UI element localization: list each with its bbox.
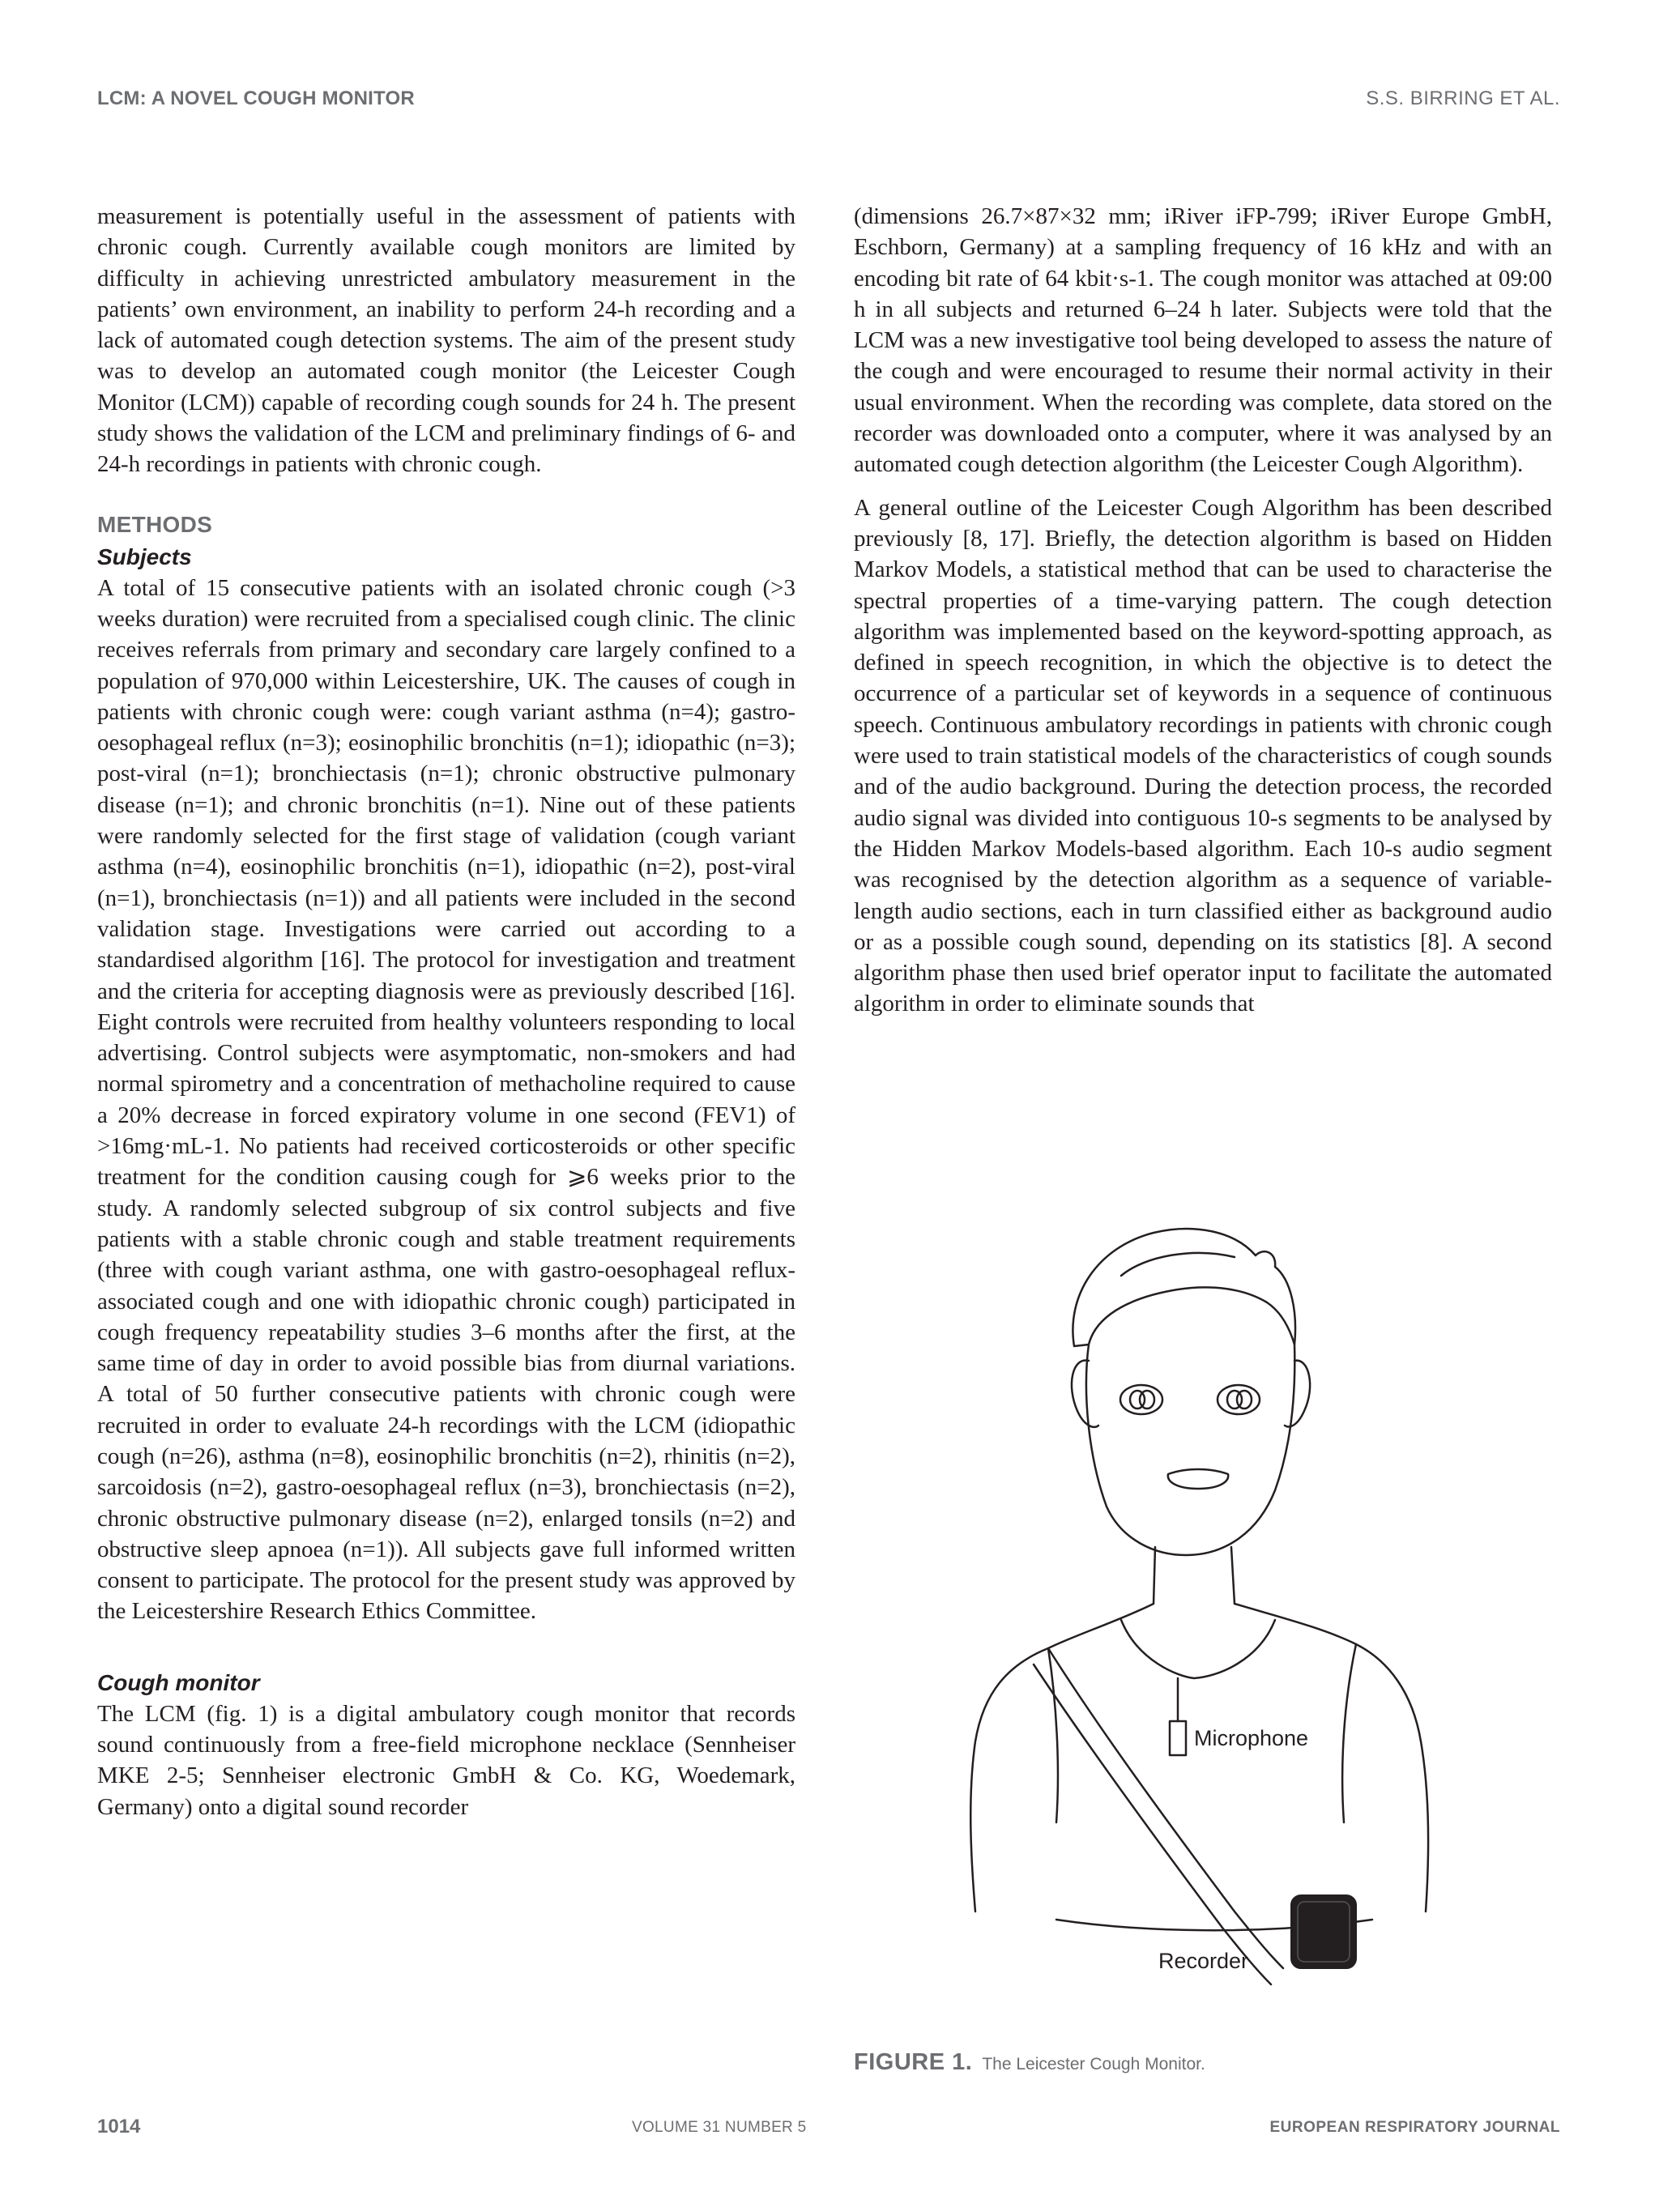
microphone	[1170, 1721, 1186, 1755]
right-column	[854, 201, 1552, 1020]
right-eye	[1218, 1385, 1260, 1414]
figure-caption-text: The Leicester Cough Monitor.	[982, 2055, 1205, 2073]
page-number: 1014	[97, 2116, 141, 2137]
cough-monitor-illustration	[854, 1199, 1552, 2009]
mouth	[1168, 1469, 1228, 1489]
algorithm-paragraph: A general outline of the Leicester Cough Algorithm has been described previously [8, 17]. Briefly, the detection algorithm is based on Hidden Markov Models, a statistical method that can be used to characterise the spectral properties of a time-varying pattern. The cough detection algorithm was implemented based on the keyword-spotting approach, as defined in speech recognition, in which the objective is to detect the occurrence of a particular set of keywords in a sequence of continuous speech. Continuous ambulatory recordings in patients with chronic cough were used to train statistical models of the characteristics of cough sounds and of the audio background. During the detection process, the recorded audio signal was divided into contiguous 10-s segments to be analysed by the Hidden Markov Models-based algorithm. Each 10-s audio segment was recognised by the detection algorithm as a sequence of variable-length audio sections, each in turn classified either as background audio or as a possible cough sound, depending on its statistics [8]. A second algorithm phase then used brief operator input to facilitate the automated algorithm in order to eliminate sounds that	[854, 494, 1552, 1017]
figure-caption-label: FIGURE 1.	[854, 2049, 973, 2075]
cough-monitor-heading: Cough monitor	[97, 1669, 260, 1695]
intro-paragraph: measurement is potentially useful in the assessment of patients with chronic cough. Currently available cough monitors are limited by difficulty in achieving unrestricted ambulatory measurement in the patients’ own environment, an inability to perform 24-h recording and a lack of automated cough detection systems. The aim of the present study was to develop an automated cough monitor (the Leicester Cough Monitor (LCM)) capable of recording cough sounds for 24 h. The present study shows the validation of the LCM and preliminary findings of 6- and 24-h recordings in patients with chronic cough.	[97, 203, 795, 478]
subjects-paragraph: A total of 15 consecutive patients with an isolated chronic cough (>3 weeks duration) were recruited from a specialised cough clinic. The clinic receives referrals from primary and secondary care largely confined to a population of 970,000 within Leicestershire, UK. The causes of cough in patients with chronic cough were: cough variant asthma (n=4); gastro-oesophageal reflux (n=3); eosinophilic bronchitis (n=1); idiopathic (n=3); post-viral (n=1); bronchiectasis (n=1); chronic obstructive pulmonary disease (n=1); and chronic bronchitis (n=1). Nine out of these patients were randomly selected for the first stage of validation (cough variant asthma (n=4), eosinophilic bronchitis (n=1), idiopathic (n=2), post-viral (n=1), bronchiectasis (n=1)) and all patients were included in the second validation stage. Investigations were carried out according to a standardised algorithm [16]. The protocol for investigation and treatment and the criteria for accepting diagnosis were as previously described [16]. Eight controls were recruited from healthy volunteers responding to local advertising. Control subjects were asymptomatic, non-smokers and had normal spirometry and a concentration of methacholine required to cause a 20% decrease in forced expiratory volume in one second (FEV1) of >16mg·mL-1. No patients had received corticosteroids or other specific treatment for the condition causing cough for ⩾6 weeks prior to the study. A randomly selected subgroup of six control subjects and five patients with a stable chronic cough and stable treatment requirements (three with cough variant asthma, one with gastro-oesophageal reflux-associated cough and one with idiopathic chronic cough) participated in cough frequency repeatability studies 3–6 months after the first, at the same time of day in order to avoid possible bias from diurnal variations. A total of 50 further consecutive patients with chronic cough were recruited in order to evaluate 24-h recordings with the LCM (idiopathic cough (n=26), asthma (n=8), eosinophilic bronchitis (n=2), rhinitis (n=2), sarcoidosis (n=2), gastro-oesophageal reflux (n=3), bronchiectasis (n=2), chronic obstructive pulmonary disease (n=2), enlarged tonsils (n=2) and obstructive sleep apnoea (n=1)). All subjects gave full informed written consent to participate. The protocol for the present study was approved by the Leicestershire Research Ethics Committee.	[97, 574, 795, 1625]
figure-caption	[854, 2049, 1205, 2076]
journal-name: EUROPEAN RESPIRATORY JOURNAL	[1269, 2119, 1560, 2136]
hair-outline	[1073, 1229, 1295, 1346]
right-ear	[1285, 1361, 1310, 1427]
running-authors: S.S. BIRRING ET AL.	[1366, 87, 1560, 109]
figure-1	[854, 1199, 1552, 2009]
subjects-heading: Subjects	[97, 543, 192, 569]
microphone-label: Microphone	[1194, 1726, 1309, 1750]
cough-monitor-paragraph: The LCM (fig. 1) is a digital ambulatory cough monitor that records sound continuously from a free-field microphone necklace (Sennheiser MKE 2-5; Sennheiser electronic GmbH & Co. KG, Woedemark, Germany) onto a digital sound recorder	[97, 1700, 795, 1820]
running-title: LCM: A NOVEL COUGH MONITOR	[97, 87, 415, 109]
left-ear	[1072, 1361, 1098, 1427]
left-eye	[1120, 1385, 1162, 1414]
methods-heading: METHODS	[97, 511, 213, 537]
recorder	[1291, 1895, 1356, 1968]
collar	[1121, 1620, 1275, 1678]
recorder-label: Recorder	[1158, 1949, 1249, 1973]
strap	[1048, 1648, 1283, 1968]
volume-info: VOLUME 31 NUMBER 5	[632, 2119, 807, 2136]
continuation-paragraph: (dimensions 26.7×87×32 mm; iRiver iFP-799; iRiver Europe GmbH, Eschborn, Germany) at a sampling frequency of 16 kHz and with an encoding bit rate of 64 kbit·s-1. The cough monitor was attached at 09:00 h in all subjects and returned 6–24 h later. Subjects were told that the LCM was a new investigative tool being developed to assess the nature of the cough and were encouraged to resume their normal activity in their usual environment. When the recording was complete, data stored on the recorder was downloaded onto a computer, where it was analysed by an automated cough detection algorithm (the Leicester Cough Algorithm).	[854, 203, 1552, 478]
left-column	[97, 201, 795, 1822]
hair-strand	[1121, 1253, 1235, 1276]
face-outline	[1086, 1345, 1294, 1555]
